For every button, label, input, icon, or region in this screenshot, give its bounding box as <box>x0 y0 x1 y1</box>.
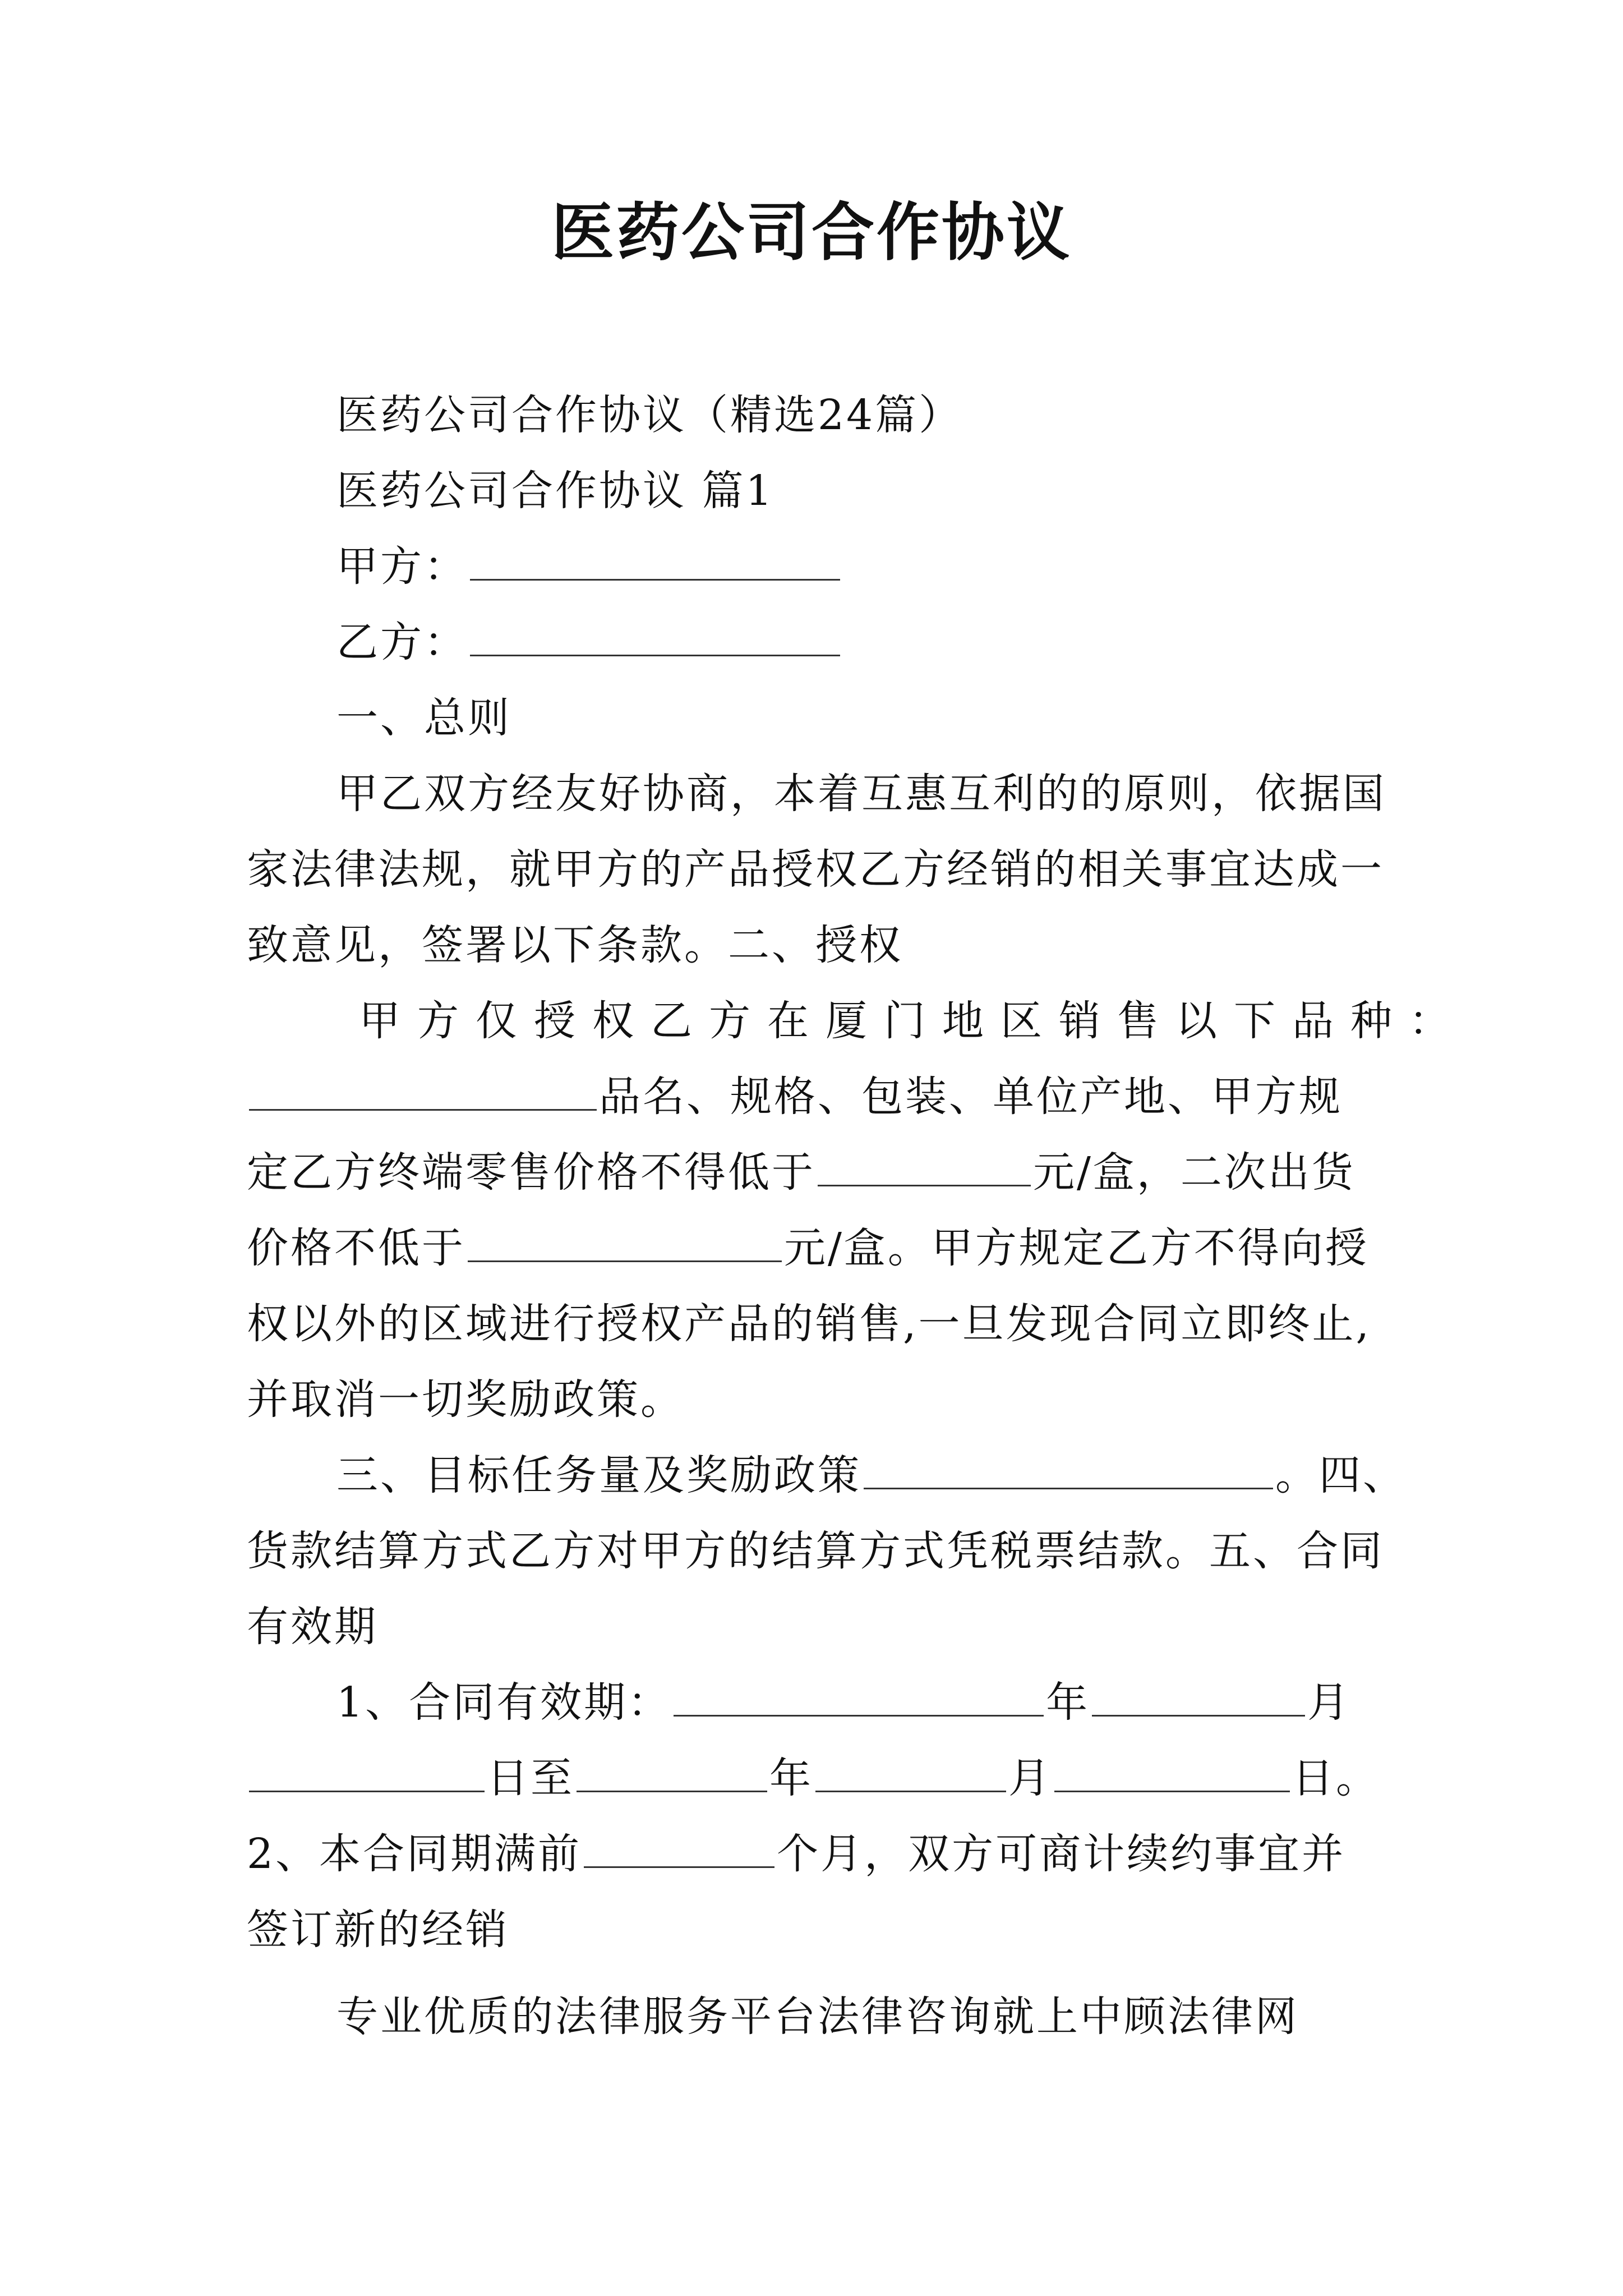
footer-note: 专业优质的法律服务平台法律咨询就上中顾法律网 <box>336 1993 1299 2041</box>
paragraph-line: 有效期 <box>247 1603 378 1651</box>
paragraph-line: 日至 年 月 日。 <box>247 1747 1380 1809</box>
start-month-blank <box>1092 1676 1305 1717</box>
paragraph-line: 2、本合同期满前 个月，双方可商计续约事宜并 <box>247 1823 1345 1885</box>
paragraph-line: 甲乙双方经友好协商，本着互惠互利的的原则，依据国 <box>336 770 1386 818</box>
document-title: 医药公司合作协议 <box>551 196 1072 269</box>
party-b-blank <box>470 615 840 656</box>
section-heading-general: 一、总则 <box>336 694 511 742</box>
paragraph-line: 定乙方终端零售价格不得低于 元/盒，二次出货 <box>247 1142 1355 1203</box>
party-b-label: 乙方： <box>336 618 468 666</box>
end-year-blank <box>577 1751 767 1792</box>
paragraph-line: 权以外的区域进行授权产品的销售,一旦发现合同立即终止, <box>247 1300 1372 1348</box>
product-blank <box>249 1070 597 1111</box>
party-a-line <box>336 536 842 597</box>
end-day-blank <box>1054 1751 1290 1792</box>
paragraph-line: 价格不低于 元/盒。甲方规定乙方不得向授 <box>247 1217 1369 1279</box>
renewal-months-blank <box>584 1827 774 1868</box>
resale-price-blank <box>468 1221 782 1262</box>
paragraph-line: 签订新的经销 <box>247 1906 509 1954</box>
paragraph-line: 1、合同有效期： 年 月 <box>336 1672 1351 1733</box>
paragraph-line: 品名、规格、包装、单位产地、甲方规 <box>247 1066 1343 1128</box>
paragraph-line: 并取消一切奖励政策。 <box>247 1375 684 1424</box>
paragraph-line: 三、目标任务量及奖励政策 。四、 <box>336 1444 1407 1506</box>
paragraph-line: 家法律法规，就甲方的产品授权乙方经销的相关事宜达成一 <box>247 845 1384 894</box>
paragraph-line: 货款结算方式乙方对甲方的结算方式凭税票结款。五、合同 <box>247 1527 1384 1575</box>
retail-price-blank <box>818 1145 1031 1186</box>
document-subtitle: 医药公司合作协议（精选24篇） <box>336 391 963 439</box>
party-a-label: 甲方： <box>336 542 468 591</box>
target-blank <box>864 1448 1273 1489</box>
paragraph-line: 致意见，签署以下条款。二、授权 <box>247 921 903 969</box>
start-year-blank <box>674 1676 1044 1717</box>
start-day-blank <box>249 1751 485 1792</box>
article-heading: 医药公司合作协议 篇1 <box>336 467 774 515</box>
party-a-blank <box>470 540 840 581</box>
party-b-line <box>336 611 842 673</box>
paragraph-line: 甲方仅授权乙方在厦门地区销售以下品种： <box>359 997 1467 1045</box>
end-month-blank <box>815 1751 1006 1792</box>
